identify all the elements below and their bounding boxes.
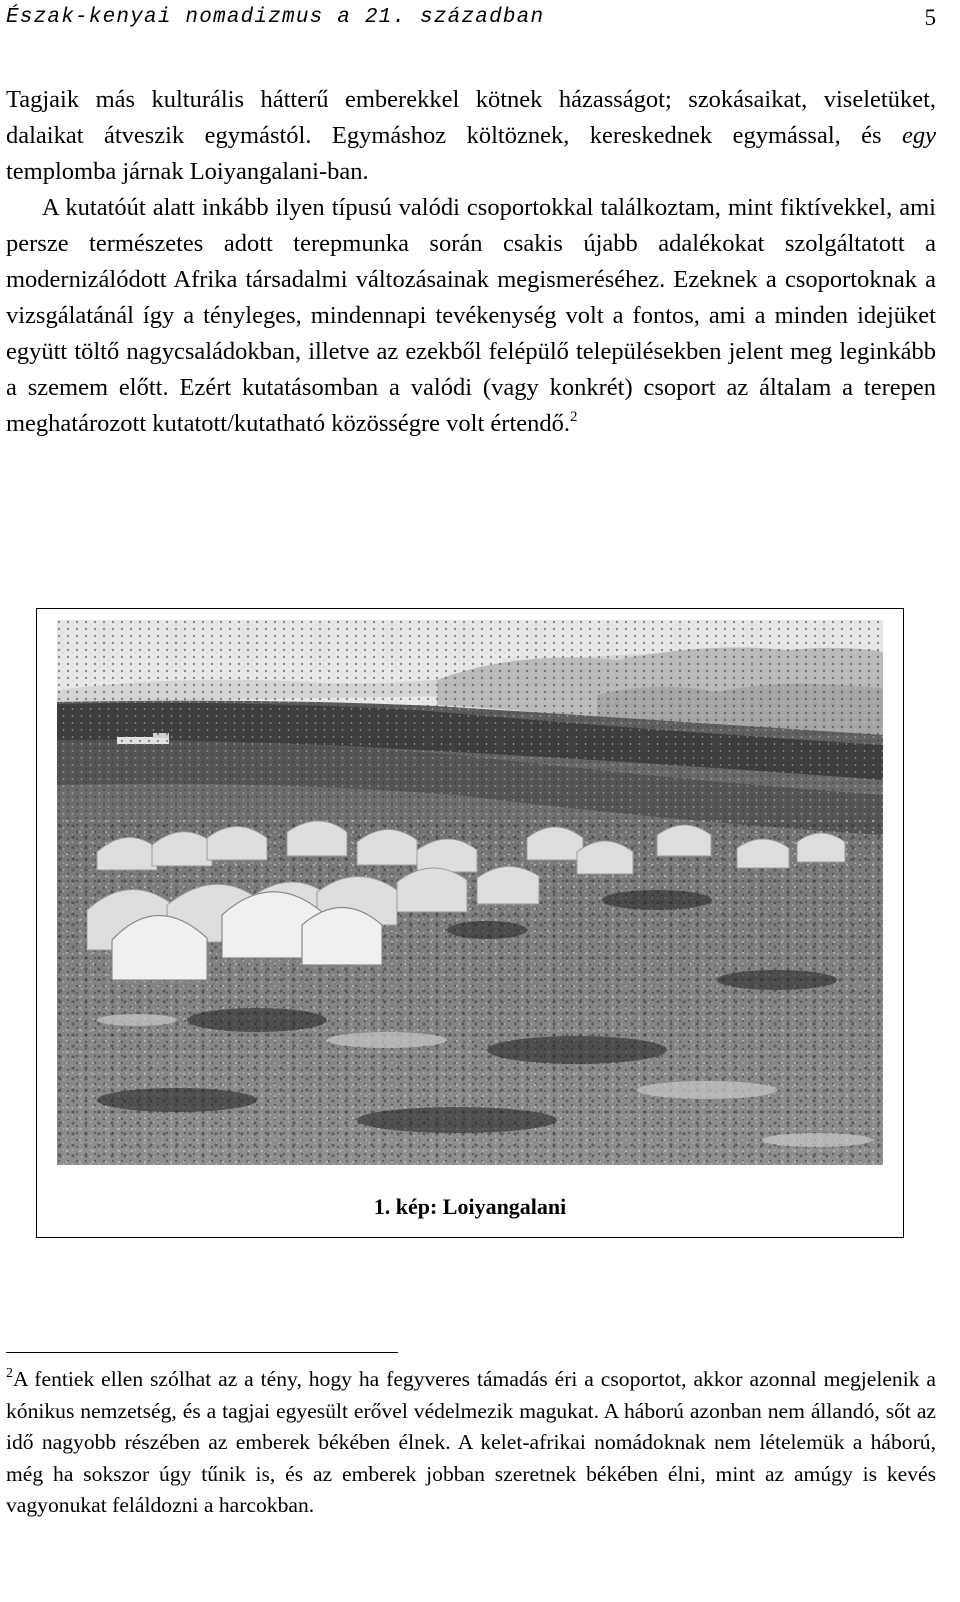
running-header [6, 0, 936, 36]
photo-loiyangalani [57, 620, 883, 1165]
paragraph-2 [6, 190, 936, 442]
paragraph-1-emphasis: egy [902, 122, 936, 149]
photo-illustration [57, 620, 883, 1165]
paragraph-1-part-a: Tagjaik más kulturális hátterű emberekkel kötnek házasságot; szokásaikat, viseletüket, dalaikat átveszik egymástól. Egymáshoz költöznek, kereskednek egymással, és [6, 86, 936, 149]
paragraph-2-text: A kutatóút alatt inkább ilyen típusú valódi csoportokkal találkoztam, mint fiktívekkel, ami persze természetes adott terepmunka során csakis újabb adalékokat szolgáltatott a modernizálódott Afrika társadalmi változásainak megismeréséhez. Ezeknek a csoportoknak a vizsgálatánál így a tényleges, mindennapi tevékenység volt a fontos, ami a minden idejüket együtt töltő nagycsaládokban, illetve az ezekből felépülő településekben jelent meg leginkább a szemem előtt. Ezért kutatásomban a valódi (vagy konkrét) csoport az általam a terepen meghatározott kutatott/kutatható közösségre volt értendő. [6, 194, 936, 437]
footnote-separator [6, 1352, 398, 1353]
running-title: Észak-kenyai nomadizmus a 21. században [6, 6, 545, 29]
footnote-marker: 2 [6, 1366, 13, 1381]
page-number: 5 [924, 5, 936, 30]
figure-caption: 1. kép: Loiyangalani [373, 1194, 567, 1219]
body-text [6, 82, 936, 442]
footnote-text: A fentiek ellen szólhat az a tény, hogy ha fegyveres támadás éri a csoportot, akkor azonnal megjelenik a kónikus nemzetség, és a tagjai egyesült erővel védelmezik magukat. A háború azonban nem állandó, sőt az idő nagyobb részében az emberek békében élnek. A kelet-afrikai nomádoknak nem lételemük a háború, még ha sokszor úgy tűnik is, és az emberek jobban szeretnek békében élni, mint az amúgy is kevés vagyonukat feláldozni a harcokban. [6, 1367, 936, 1517]
paragraph-1-part-b: templomba járnak Loiyangalani-ban. [6, 158, 369, 185]
figure-box [36, 608, 904, 1238]
paragraph-1 [6, 82, 936, 190]
footnote [6, 1364, 936, 1522]
footnote-reference: 2 [570, 409, 578, 425]
